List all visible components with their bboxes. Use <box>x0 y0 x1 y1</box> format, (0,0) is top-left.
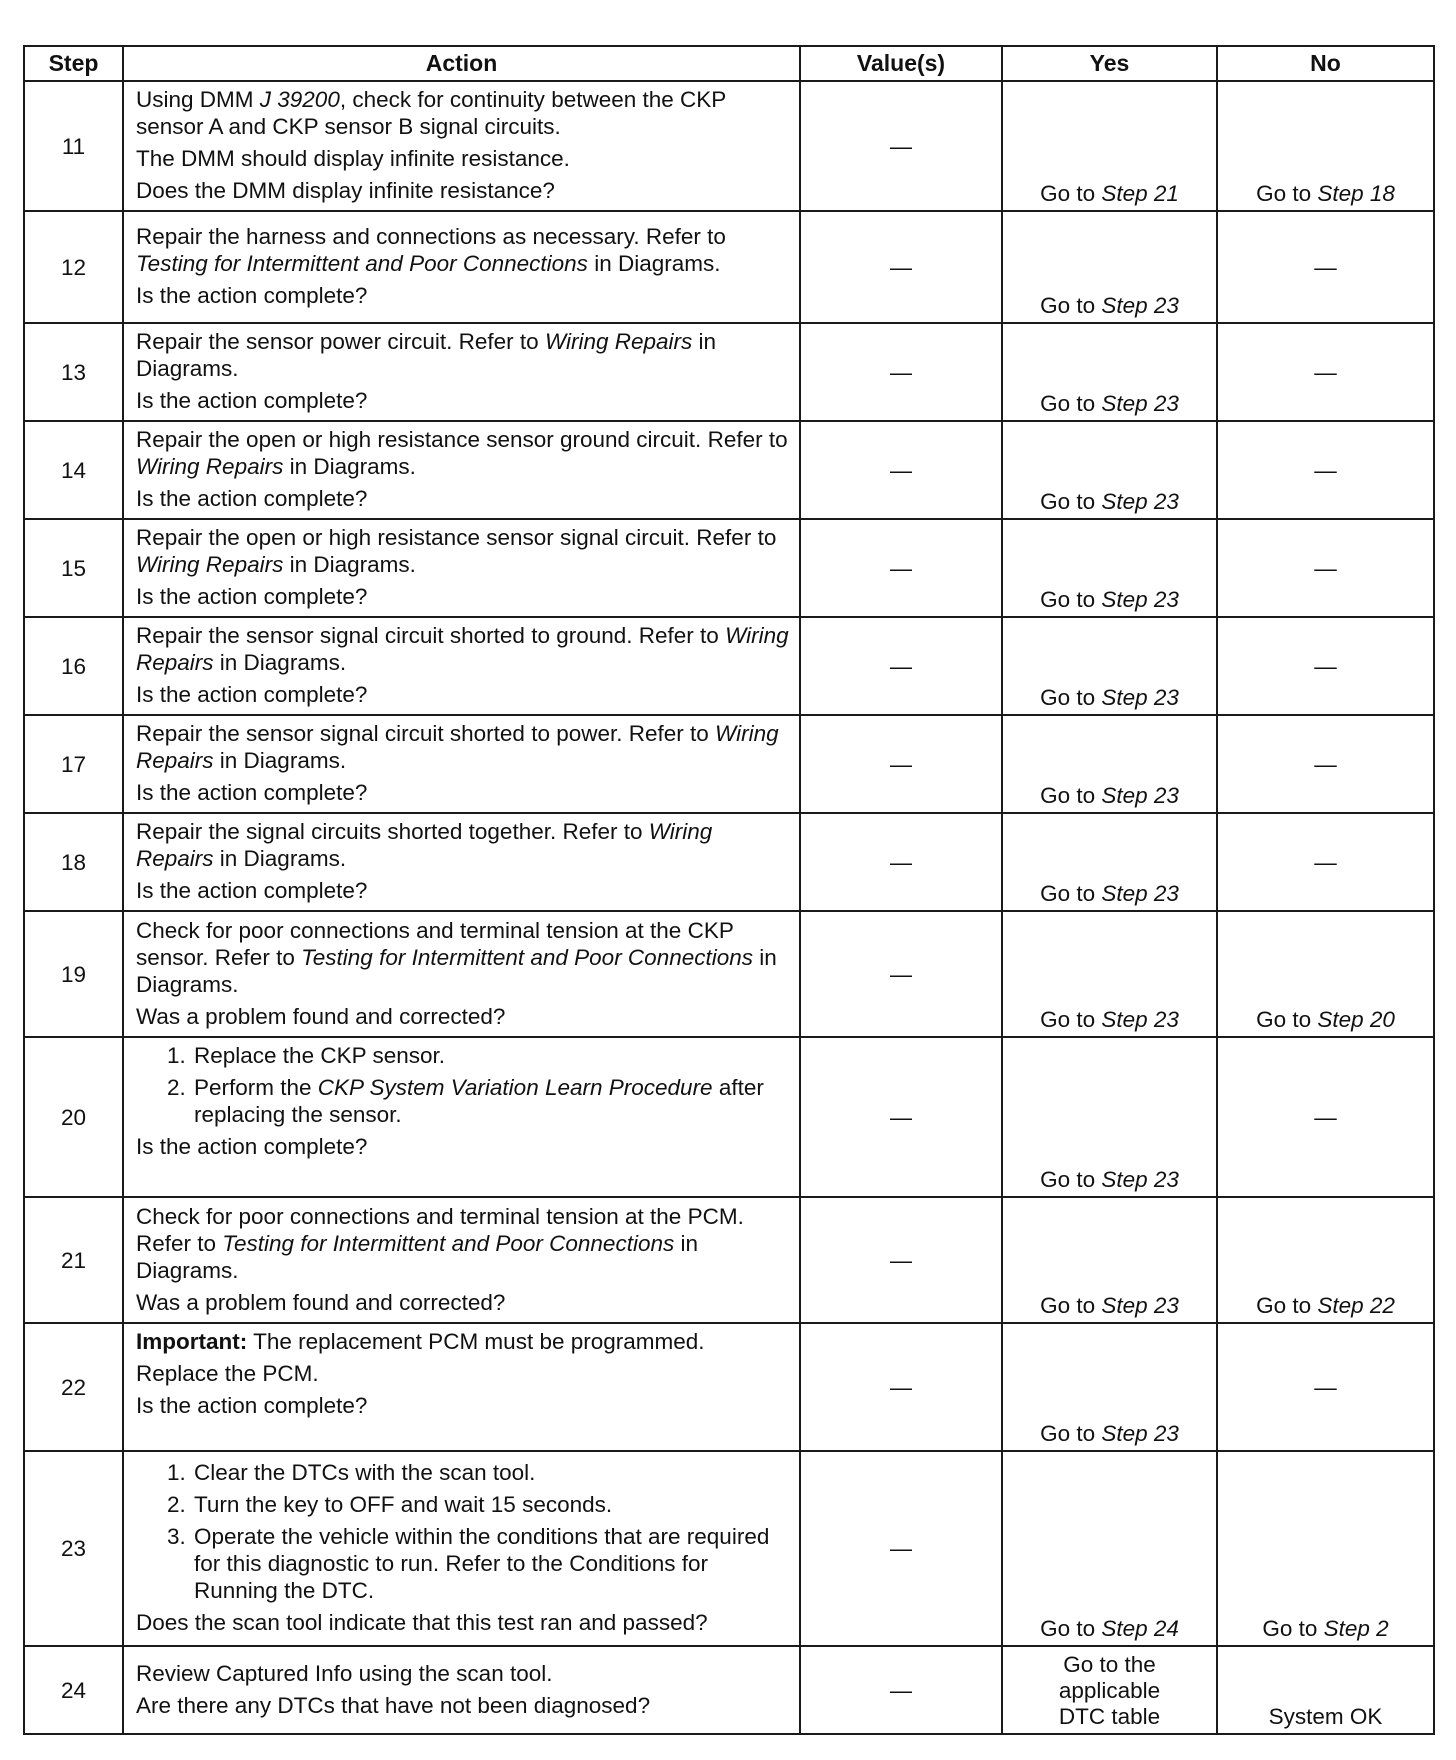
yes-cell: Go to Step 23 <box>1002 211 1217 323</box>
action-cell <box>123 813 800 911</box>
table-row <box>24 813 1434 911</box>
no-cell: Go to Step 22 <box>1217 1197 1434 1323</box>
table-row <box>24 1323 1434 1451</box>
yes-cell: Go to Step 23 <box>1002 1037 1217 1197</box>
value-cell: — <box>800 617 1002 715</box>
table-row <box>24 1646 1434 1734</box>
action-cell <box>123 911 800 1037</box>
action-text: The DMM should display infinite resistance. <box>136 146 570 171</box>
table-row <box>24 323 1434 421</box>
no-cell: System OK <box>1217 1646 1434 1734</box>
action-question: Is the action complete? <box>136 486 368 511</box>
list-item: 2. Perform the CKP System Variation Learn Procedure after replacing the sensor. <box>192 1074 789 1128</box>
action-text: Repair the sensor signal circuit shorted to power. Refer to Wiring Repairs in Diagrams. <box>136 721 779 773</box>
table-row <box>24 421 1434 519</box>
value-cell: — <box>800 813 1002 911</box>
header-row <box>24 46 1434 81</box>
header-step: Step <box>24 46 123 81</box>
action-text: Check for poor connections and terminal tension at the PCM. Refer to Testing for Intermittent and Poor Connections in Diagrams. <box>136 1203 744 1283</box>
step-number: 13 <box>24 323 123 421</box>
action-cell <box>123 1037 800 1197</box>
no-cell: — <box>1217 1323 1434 1451</box>
action-text: Review Captured Info using the scan tool. <box>136 1660 553 1686</box>
value-cell: — <box>800 1323 1002 1451</box>
no-cell: — <box>1217 323 1434 421</box>
table-row <box>24 519 1434 617</box>
yes-cell: Go to Step 23 <box>1002 519 1217 617</box>
action-cell <box>123 211 800 323</box>
yes-cell: Go to Step 23 <box>1002 323 1217 421</box>
value-cell: — <box>800 81 1002 211</box>
no-cell: — <box>1217 1037 1434 1197</box>
yes-cell: Go to Step 23 <box>1002 421 1217 519</box>
action-text: Repair the open or high resistance sensor signal circuit. Refer to Wiring Repairs in Diagrams. <box>136 525 777 577</box>
step-number: 22 <box>24 1323 123 1451</box>
no-cell: — <box>1217 421 1434 519</box>
value-cell: — <box>800 421 1002 519</box>
table-row <box>24 1451 1434 1646</box>
step-number: 18 <box>24 813 123 911</box>
table-row <box>24 81 1434 211</box>
yes-cell: Go to Step 23 <box>1002 813 1217 911</box>
no-cell: — <box>1217 617 1434 715</box>
action-text: Replace the PCM. <box>136 1361 319 1386</box>
step-number: 11 <box>24 81 123 211</box>
step-number: 12 <box>24 211 123 323</box>
step-number: 19 <box>24 911 123 1037</box>
action-question: Is the action complete? <box>136 584 368 609</box>
header-yes: Yes <box>1002 46 1217 81</box>
step-number: 23 <box>24 1451 123 1646</box>
value-cell: — <box>800 715 1002 813</box>
no-cell: Go to Step 18 <box>1217 81 1434 211</box>
action-text: Repair the sensor power circuit. Refer to Wiring Repairs in Diagrams. <box>136 329 717 381</box>
no-cell: — <box>1217 519 1434 617</box>
action-question: Was a problem found and corrected? <box>136 1003 506 1029</box>
table-row <box>24 1037 1434 1197</box>
step-number: 14 <box>24 421 123 519</box>
action-text: Repair the harness and connections as necessary. Refer to Testing for Intermittent and Poor Connections in Diagrams. <box>136 224 726 276</box>
action-question: Was a problem found and corrected? <box>136 1289 506 1315</box>
action-cell <box>123 1646 800 1734</box>
action-text: Repair the signal circuits shorted together. Refer to Wiring Repairs in Diagrams. <box>136 819 713 871</box>
yes-cell: Go to Step 23 <box>1002 715 1217 813</box>
action-question: Is the action complete? <box>136 283 368 308</box>
table-row <box>24 1197 1434 1323</box>
action-cell <box>123 715 800 813</box>
yes-cell: Go to Step 23 <box>1002 617 1217 715</box>
action-cell <box>123 1451 800 1646</box>
diagnostic-table <box>23 45 1435 1735</box>
value-cell: — <box>800 1197 1002 1323</box>
table-row <box>24 617 1434 715</box>
action-question: Is the action complete? <box>136 1134 368 1159</box>
step-number: 24 <box>24 1646 123 1734</box>
value-cell: — <box>800 911 1002 1037</box>
value-cell: — <box>800 211 1002 323</box>
step-number: 15 <box>24 519 123 617</box>
action-text: Check for poor connections and terminal tension at the CKP sensor. Refer to Testing for Intermittent and Poor Connections in Diagrams. <box>136 917 777 997</box>
step-number: 16 <box>24 617 123 715</box>
table-row <box>24 715 1434 813</box>
step-number: 21 <box>24 1197 123 1323</box>
value-cell: — <box>800 1037 1002 1197</box>
yes-cell: Go to Step 23 <box>1002 1197 1217 1323</box>
table-row <box>24 211 1434 323</box>
value-cell: — <box>800 1451 1002 1646</box>
action-question: Is the action complete? <box>136 878 368 903</box>
action-question: Are there any DTCs that have not been diagnosed? <box>136 1692 651 1718</box>
yes-cell: Go to Step 23 <box>1002 1323 1217 1451</box>
header-action: Action <box>123 46 800 81</box>
table-row <box>24 911 1434 1037</box>
step-number: 20 <box>24 1037 123 1197</box>
action-text: Repair the open or high resistance sensor ground circuit. Refer to Wiring Repairs in Diagrams. <box>136 427 788 479</box>
header-no: No <box>1217 46 1434 81</box>
action-cell <box>123 421 800 519</box>
action-question: Does the scan tool indicate that this test ran and passed? <box>136 1610 708 1635</box>
action-cell <box>123 323 800 421</box>
yes-cell: Go to Step 24 <box>1002 1451 1217 1646</box>
list-item: 3. Operate the vehicle within the conditions that are required for this diagnostic to run. Refer to the Conditions for Running the DTC. <box>192 1523 789 1604</box>
action-list <box>136 1042 789 1128</box>
no-cell: Go to Step 20 <box>1217 911 1434 1037</box>
action-question: Is the action complete? <box>136 388 368 413</box>
header-values: Value(s) <box>800 46 1002 81</box>
action-list <box>136 1459 789 1604</box>
no-cell: — <box>1217 715 1434 813</box>
action-question: Is the action complete? <box>136 682 368 707</box>
no-cell: — <box>1217 813 1434 911</box>
action-cell <box>123 1197 800 1323</box>
no-cell: Go to Step 2 <box>1217 1451 1434 1646</box>
yes-cell: Go to Step 23 <box>1002 911 1217 1037</box>
action-text: Repair the sensor signal circuit shorted to ground. Refer to Wiring Repairs in Diagrams. <box>136 623 789 675</box>
list-item: 1. Clear the DTCs with the scan tool. <box>192 1459 789 1486</box>
action-text: Using DMM J 39200, check for continuity between the CKP sensor A and CKP sensor B signal circuits. <box>136 87 726 139</box>
value-cell: — <box>800 1646 1002 1734</box>
action-cell <box>123 519 800 617</box>
action-question: Is the action complete? <box>136 780 368 805</box>
list-item: 1. Replace the CKP sensor. <box>192 1042 789 1069</box>
action-cell <box>123 1323 800 1451</box>
action-text: Important: The replacement PCM must be programmed. <box>136 1329 705 1354</box>
value-cell: — <box>800 519 1002 617</box>
action-question: Is the action complete? <box>136 1393 368 1418</box>
list-item: 2. Turn the key to OFF and wait 15 seconds. <box>192 1491 789 1518</box>
action-cell <box>123 81 800 211</box>
action-question: Does the DMM display infinite resistance? <box>136 178 555 203</box>
action-cell <box>123 617 800 715</box>
no-cell: — <box>1217 211 1434 323</box>
step-number: 17 <box>24 715 123 813</box>
value-cell: — <box>800 323 1002 421</box>
yes-cell: Go to Step 21 <box>1002 81 1217 211</box>
yes-cell: Go to the applicable DTC table <box>1002 1646 1217 1734</box>
